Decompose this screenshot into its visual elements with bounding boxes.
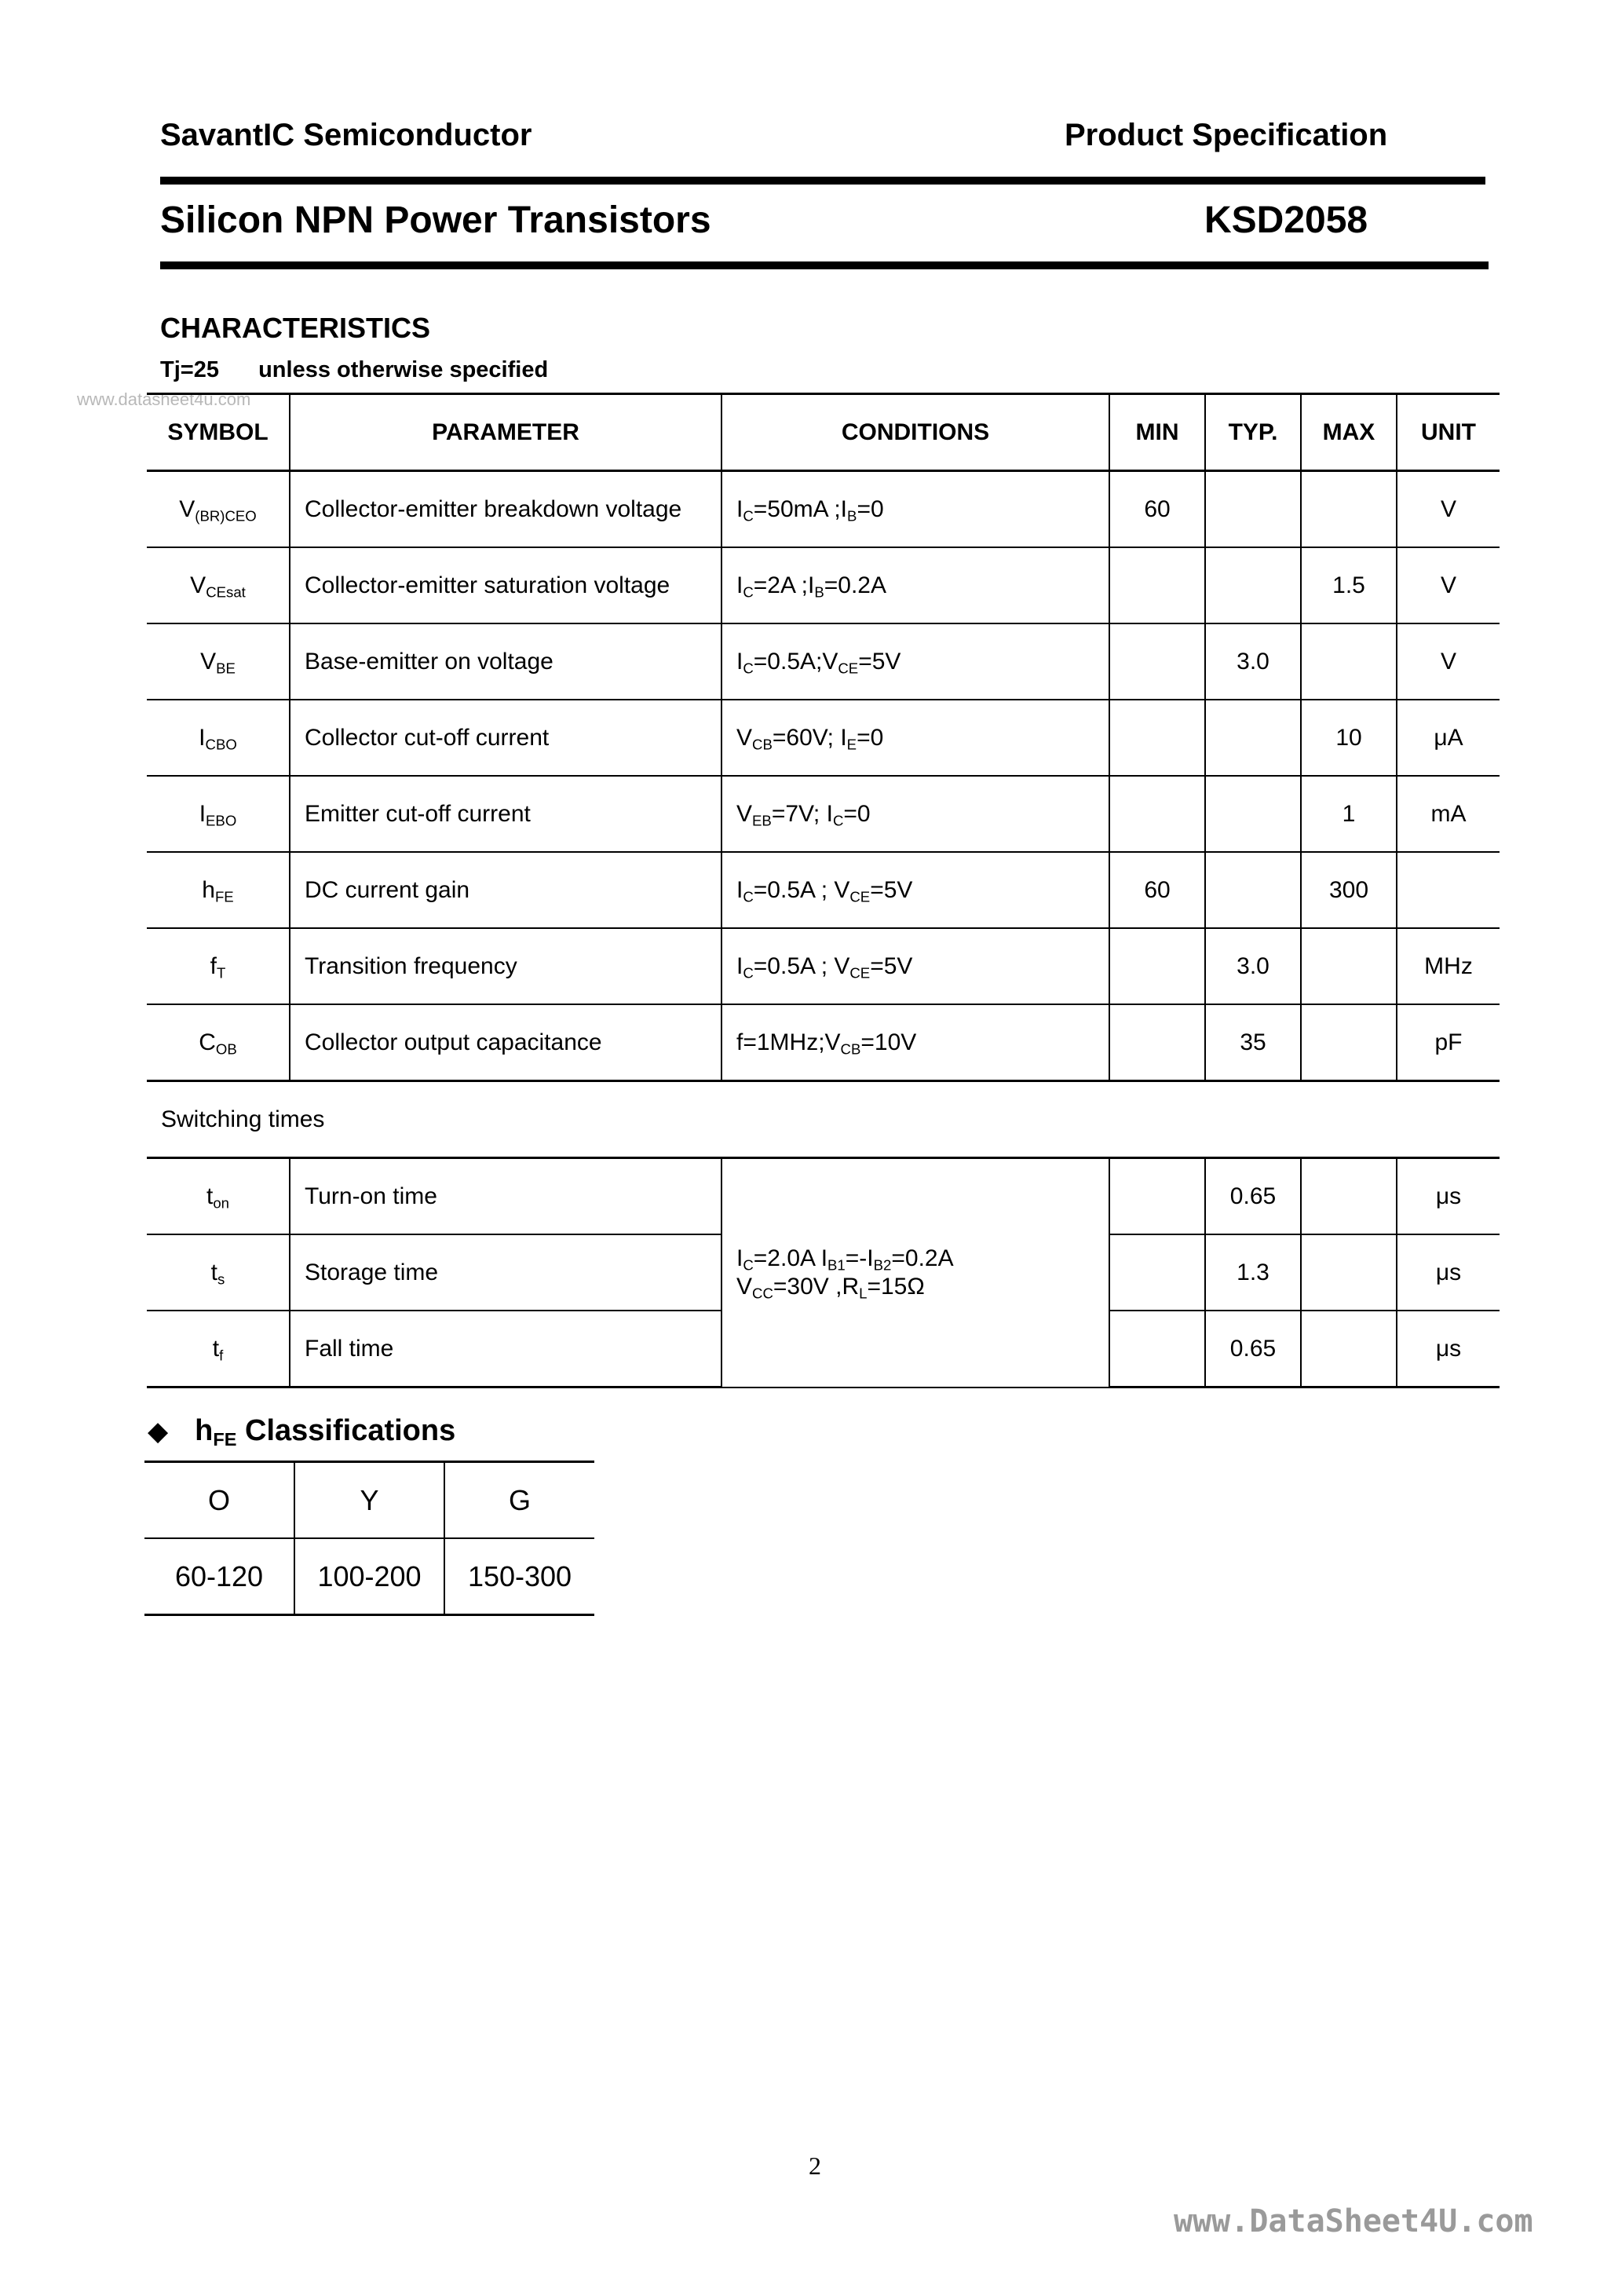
unit-cell: mA xyxy=(1397,776,1500,852)
range-cell: 150-300 xyxy=(444,1538,594,1615)
symbol-cell: $t_{on}$ xyxy=(147,1158,290,1235)
switching-condition-line-2: $V_{CC}=30V$ $,R_L=15\Omega$ xyxy=(736,1273,925,1302)
grade-cell: Y xyxy=(294,1462,444,1539)
symbol-cell: $V_{(BR)CEO}$ xyxy=(147,471,290,548)
conditions-cell: $V_{CB}=60V$; $I_E=0$ xyxy=(721,700,1109,776)
min-cell xyxy=(1109,1234,1205,1311)
conditions-cell: $I_C=0.5A$ ; $V_{CE}=5V$ xyxy=(721,852,1109,928)
characteristics-table xyxy=(147,393,1500,1388)
typ-cell xyxy=(1205,547,1301,623)
max-cell xyxy=(1301,1311,1397,1387)
conditions-cell: $I_C=2A$ $;I_B=0.2A$ xyxy=(721,547,1109,623)
unit-cell: μs xyxy=(1397,1234,1500,1311)
parameter-cell: Collector cut-off current xyxy=(290,700,721,776)
company-name: SavantIC Semiconductor xyxy=(160,118,532,152)
table-header-row xyxy=(147,394,1500,471)
conditions-cell: $I_C=0.5A;V_{CE}=5V$ xyxy=(721,623,1109,700)
typ-cell xyxy=(1205,471,1301,548)
typ-cell: 3.0 xyxy=(1205,623,1301,700)
min-cell xyxy=(1109,776,1205,852)
typ-cell: 3.0 xyxy=(1205,928,1301,1004)
min-cell: 60 xyxy=(1109,471,1205,548)
unit-cell: V xyxy=(1397,623,1500,700)
min-cell xyxy=(1109,1158,1205,1235)
symbol-cell: $f_T$ xyxy=(147,928,290,1004)
parameter-cell: Turn-on time xyxy=(290,1158,721,1235)
header-conditions: CONDITIONS xyxy=(721,394,1109,471)
symbol-cell: $V_{CEsat}$ xyxy=(147,547,290,623)
max-cell xyxy=(1301,1158,1397,1235)
classifications-table xyxy=(144,1461,594,1616)
conditions-cell: $I_C=0.5A$ ; $V_{CE}=5V$ xyxy=(721,928,1109,1004)
min-cell xyxy=(1109,700,1205,776)
diamond-bullet-icon: ◆ xyxy=(148,1417,169,1446)
symbol-cell: $t_s$ xyxy=(147,1234,290,1311)
symbol-cell: $I_{CBO}$ xyxy=(147,700,290,776)
unit-cell xyxy=(1397,852,1500,928)
typ-cell xyxy=(1205,776,1301,852)
table-row xyxy=(147,776,1500,852)
grade-cell: O xyxy=(144,1462,294,1539)
parameter-cell: DC current gain xyxy=(290,852,721,928)
max-cell xyxy=(1301,928,1397,1004)
switching-label: Switching times xyxy=(147,1081,1500,1158)
watermark-top: www.datasheet4u.com xyxy=(77,389,251,409)
min-cell xyxy=(1109,623,1205,700)
header-rule-bottom xyxy=(160,261,1489,269)
range-cell: 100-200 xyxy=(294,1538,444,1615)
table-row xyxy=(147,1004,1500,1081)
section-title: CHARACTERISTICS xyxy=(160,312,431,344)
max-cell: 300 xyxy=(1301,852,1397,928)
table-row xyxy=(147,852,1500,928)
parameter-cell: Storage time xyxy=(290,1234,721,1311)
table-row xyxy=(147,471,1500,548)
range-cell: 60-120 xyxy=(144,1538,294,1615)
parameter-cell: Base-emitter on voltage xyxy=(290,623,721,700)
unit-cell: MHz xyxy=(1397,928,1500,1004)
table-row xyxy=(147,547,1500,623)
table-row xyxy=(147,928,1500,1004)
conditions-cell: $V_{EB}=7V$; $I_C=0$ xyxy=(721,776,1109,852)
unit-cell: μs xyxy=(1397,1158,1500,1235)
page-number: 2 xyxy=(809,2152,821,2180)
conditions-cell: $f=1MHz;V_{CB}=10V$ xyxy=(721,1004,1109,1081)
parameter-cell: Emitter cut-off current xyxy=(290,776,721,852)
unit-cell: μs xyxy=(1397,1311,1500,1387)
watermark-footer: www.DataSheet4U.com xyxy=(1174,2203,1533,2239)
symbol-cell: $I_{EBO}$ xyxy=(147,776,290,852)
table-row xyxy=(147,700,1500,776)
symbol-cell: $t_f$ xyxy=(147,1311,290,1387)
parameter-cell: Collector-emitter saturation voltage xyxy=(290,547,721,623)
parameter-cell: Collector output capacitance xyxy=(290,1004,721,1081)
max-cell xyxy=(1301,1004,1397,1081)
min-cell xyxy=(1109,928,1205,1004)
typ-cell: 1.3 xyxy=(1205,1234,1301,1311)
header-symbol: SYMBOL xyxy=(147,394,290,471)
grade-row xyxy=(144,1462,594,1539)
symbol-cell: $h_{FE}$ xyxy=(147,852,290,928)
parameter-cell: Fall time xyxy=(290,1311,721,1387)
table-row xyxy=(147,1158,1500,1235)
max-cell xyxy=(1301,623,1397,700)
min-cell xyxy=(1109,1004,1205,1081)
conditions-cell: $I_C=50mA$ $;I_B=0$ xyxy=(721,471,1109,548)
header-rule-top xyxy=(160,177,1485,185)
switching-section-row xyxy=(147,1081,1500,1158)
typ-cell xyxy=(1205,852,1301,928)
symbol-cell: $V_{BE}$ xyxy=(147,623,290,700)
unit-cell: V xyxy=(1397,547,1500,623)
max-cell: 10 xyxy=(1301,700,1397,776)
max-cell: 1 xyxy=(1301,776,1397,852)
switching-conditions-cell xyxy=(721,1158,1109,1387)
test-condition xyxy=(160,356,548,384)
symbol-cell: $C_{OB}$ xyxy=(147,1004,290,1081)
header-max: MAX xyxy=(1301,394,1397,471)
classifications-heading: ◆ $h_{FE}$ Classifications xyxy=(148,1414,456,1450)
parameter-cell: Transition frequency xyxy=(290,928,721,1004)
header-min: MIN xyxy=(1109,394,1205,471)
table-row xyxy=(147,623,1500,700)
header-typ: TYP. xyxy=(1205,394,1301,471)
part-number: KSD2058 xyxy=(1204,199,1368,241)
max-cell xyxy=(1301,471,1397,548)
header-unit: UNIT xyxy=(1397,394,1500,471)
condition-prefix: Tj=25 xyxy=(160,357,219,382)
document-type: Product Specification xyxy=(1065,118,1388,152)
unit-cell: V xyxy=(1397,471,1500,548)
grade-cell: G xyxy=(444,1462,594,1539)
parameter-cell: Collector-emitter breakdown voltage xyxy=(290,471,721,548)
unit-cell: pF xyxy=(1397,1004,1500,1081)
min-cell xyxy=(1109,1311,1205,1387)
condition-text: unless otherwise specified xyxy=(258,357,549,382)
typ-cell xyxy=(1205,700,1301,776)
typ-cell: 0.65 xyxy=(1205,1158,1301,1235)
header-parameter: PARAMETER xyxy=(290,394,721,471)
typ-cell: 35 xyxy=(1205,1004,1301,1081)
max-cell: 1.5 xyxy=(1301,547,1397,623)
unit-cell: μA xyxy=(1397,700,1500,776)
typ-cell: 0.65 xyxy=(1205,1311,1301,1387)
max-cell xyxy=(1301,1234,1397,1311)
product-title: Silicon NPN Power Transistors xyxy=(160,199,711,241)
range-row xyxy=(144,1538,594,1615)
min-cell xyxy=(1109,547,1205,623)
min-cell: 60 xyxy=(1109,852,1205,928)
switching-condition-line-1: $I_C=2.0A$ $I_{B1}=-I_{B2}=0.2A$ xyxy=(736,1245,954,1274)
